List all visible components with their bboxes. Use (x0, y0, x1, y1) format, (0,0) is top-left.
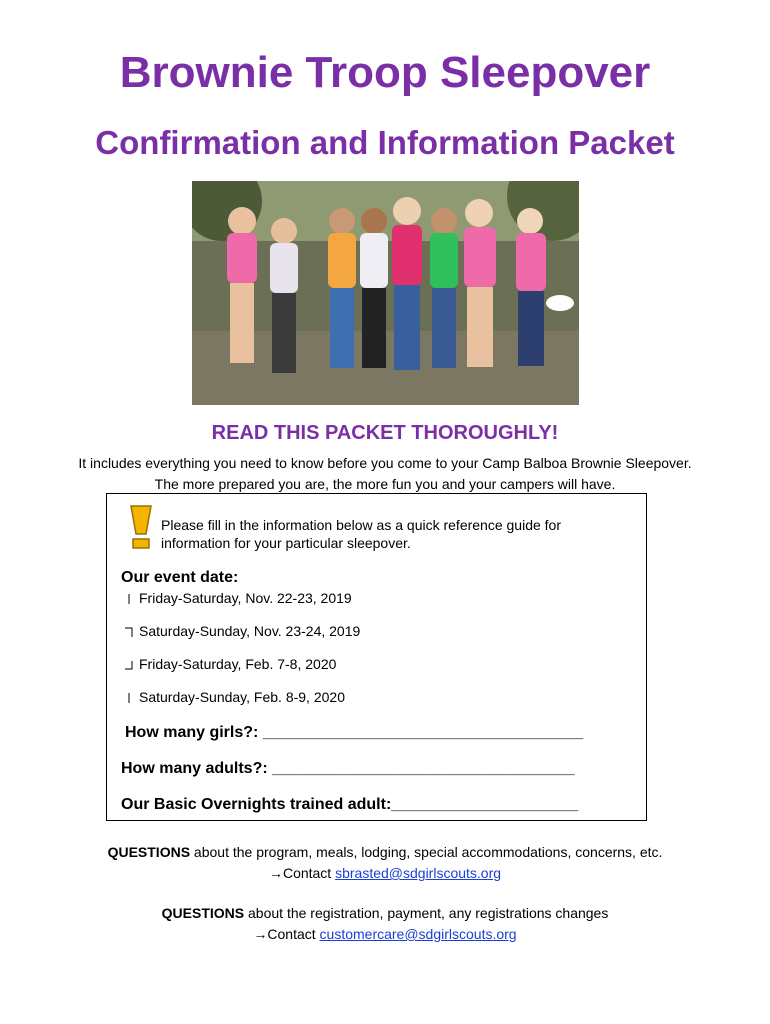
date-option-label: Friday-Saturday, Feb. 7-8, 2020 (139, 656, 337, 672)
date-option-3[interactable] (125, 656, 336, 672)
date-option-label: Saturday-Sunday, Feb. 8-9, 2020 (139, 689, 345, 705)
checkbox-icon[interactable] (125, 592, 133, 604)
page-subtitle: Confirmation and Information Packet (95, 124, 675, 161)
date-option-4[interactable] (125, 689, 345, 705)
exclamation-icon (129, 504, 153, 555)
checkbox-icon[interactable] (125, 625, 133, 637)
note-line-1: Please fill in the information below as a quick reference guide for (161, 517, 561, 533)
trained-adult-field[interactable]: Our Basic Overnights trained adult:_____________________ (121, 796, 579, 813)
registration-questions (0, 903, 770, 945)
fill-in-note (161, 516, 611, 552)
checkbox-icon[interactable] (125, 658, 133, 670)
page-title: Brownie Troop Sleepover (119, 48, 651, 97)
intro-line-1: It includes everything you need to know before you come to your Camp Balboa Brownie Sleepover. (78, 455, 692, 471)
intro-line-2: The more prepared you are, the more fun you and your campers will have. (154, 476, 616, 492)
date-option-label: Friday-Saturday, Nov. 22-23, 2019 (139, 590, 352, 606)
date-option-1[interactable] (125, 590, 352, 606)
event-info-box (106, 493, 647, 821)
intro-text (0, 453, 770, 495)
adults-count-field[interactable]: How many adults?: __________________________________ (121, 760, 575, 777)
contact-prefix: →Contact (268, 865, 336, 881)
contact-prefix: →Contact (253, 926, 320, 942)
read-packet-heading: READ THIS PACKET THOROUGHLY! (211, 422, 559, 444)
program-questions (0, 842, 770, 884)
checkbox-icon[interactable] (125, 691, 133, 703)
questions-text: about the program, meals, lodging, special accommodations, concerns, etc. (190, 844, 663, 860)
date-option-2[interactable] (125, 623, 360, 639)
program-contact-email-link[interactable]: sbrasted@sdgirlscouts.org (335, 865, 502, 881)
date-option-label: Saturday-Sunday, Nov. 23-24, 2019 (139, 623, 361, 639)
questions-text: about the registration, payment, any registrations changes (244, 905, 609, 921)
registration-contact-email-link[interactable]: customercare@sdgirlscouts.org (319, 926, 517, 942)
group-photo (192, 181, 579, 405)
questions-label: QUESTIONS (161, 905, 245, 921)
note-line-2: information for your particular sleepover. (161, 535, 411, 551)
girls-count-field[interactable]: How many girls?: ____________________________________ (125, 724, 584, 741)
event-date-heading: Our event date: (121, 569, 239, 586)
questions-label: QUESTIONS (107, 844, 191, 860)
